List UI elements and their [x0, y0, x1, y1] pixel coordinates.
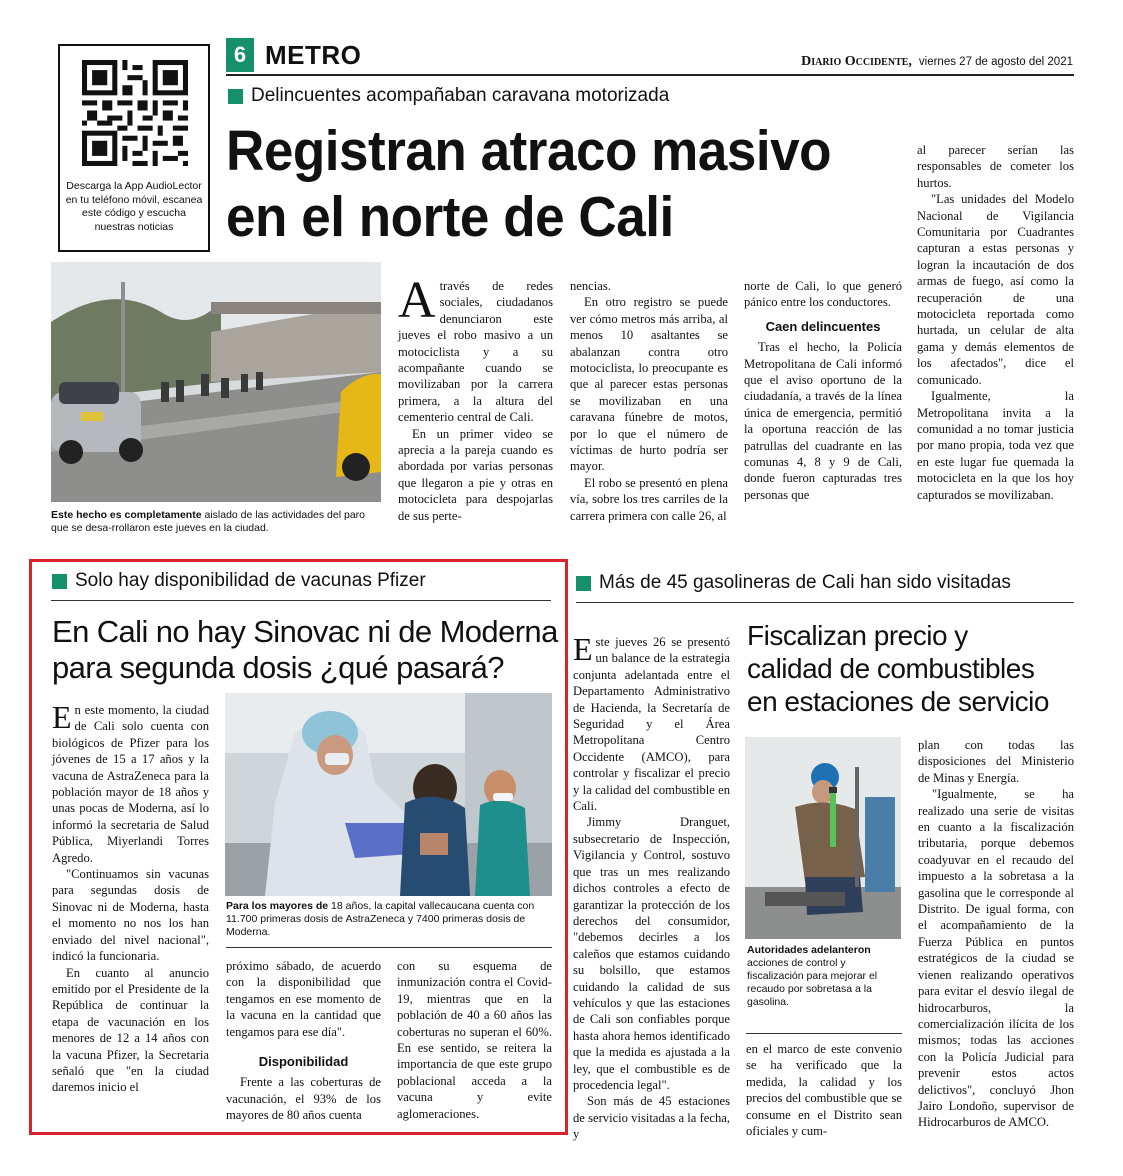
- article2-column-1: [52, 699, 209, 1096]
- article3-column-2: [746, 1041, 902, 1139]
- article3-headline-line3: en estaciones de servicio: [747, 686, 1049, 717]
- article2-photo-caption: [226, 900, 552, 939]
- article3-col1-p2: Jimmy Dranguet, subsecretario de Inspección, Vigilancia y Control, sostuvo que tras un mes realizando dichos controles a efecto de garantizar la protección de los derechos del consumidor, "debemos decirles a los caleños que estamos cuidando su bolsillo, que estamos cuidando la calidad de sus vehículos y que las estaciones de Cali son confiables porque hasta ahora hemos identificado que la medida es ajustada a la ley, que el combustible es de procedencia legal".: [573, 815, 730, 1092]
- article3-headline: [747, 619, 1049, 718]
- article2-headline-line1: En Cali no hay Sinovac ni de Moderna: [52, 614, 558, 649]
- article1-col4-p3: Igualmente, la Metropolitana invita a la comunidad a no tomar justicia por mano propia, toda vez que en este lugar fue quemada la motocicleta en la que los hoy capturados se movilizaban.: [917, 389, 1074, 502]
- article1-kicker-text: Delincuentes acompañaban caravana motorizada: [251, 85, 670, 106]
- article2-kicker: [52, 570, 426, 592]
- article1-kicker: [228, 85, 669, 107]
- street-scene-image: [51, 262, 381, 502]
- article2-subhead: Disponibilidad: [258, 1054, 349, 1070]
- article2-col2-p1: próximo sábado, de acuerdo con la disponibilidad que tengamos en ese momento de la vacuna en la cantidad que tengamos para ese día".: [226, 959, 381, 1039]
- article1-column-1: [398, 272, 553, 524]
- fuel-inspection-image: [745, 737, 901, 939]
- article1-col2-p2: En otro registro se puede ver cómo metros más arriba, al menos 10 asaltantes se abalanzan contra otro motociclista, lo preocupante es que al parecer estas personas se movilizaban en una caravana fúnebre de motos, por lo que el número de víctimas de hurto podría ser mayor.: [570, 295, 728, 474]
- article2-col2-p2: Frente a las coberturas de vacunación, el 93% de los mayores de 80 años cuenta: [226, 1075, 381, 1123]
- article2-kicker-text: Solo hay disponibilidad de vacunas Pfizer: [75, 570, 426, 591]
- article2-col1-p3: En cuanto al anuncio emitido por el Presidente de la República de continuar la etapa de vacunación en los menores de 12 a 14 años con la vacuna Pfizer, la Secretaria señaló que "en la ciudad daremos inicio el: [52, 965, 209, 1095]
- article2-col1-p2: "Continuamos sin vacunas para segundas dosis de Sinovac ni de Moderna, hasta el momento no nos los han enviado del nivel nacional", indicó la funcionaria.: [52, 867, 209, 964]
- article1-col4-p2: "Las unidades del Modelo Nacional de Vigilancia Comunitaria por Cuadrantes capturan a estas personas y logran la incautación de dos armas de fuego, así como la recuperación de una motocicleta reportada como hurtada, un celular de alta gama y demás elementos de los afectados", dice el comunicado.: [917, 192, 1074, 387]
- article2-caption-rule: [226, 947, 552, 948]
- article3-col1-p1: ste jueves 26 se presentó un balance de la estrategia conjunta adelantada entre el Departamento Administrativo de Hacienda, la Secretaría de Seguridad y el Área Metropolitana Centro Occidente (AMCO), para controlar y fiscalizar el precio y la calidad del combustible en Cali.: [573, 635, 730, 814]
- article3-caption-bold: Autoridades adelanteron: [747, 944, 871, 956]
- article3-col2-p1: en el marco de este convenio se ha verificado que la medida, la calidad y los precios del combustible que se consume en el Distrito sean oficiales y cum-: [746, 1042, 902, 1139]
- section-title: METRO: [265, 40, 362, 70]
- article1-col2-p3: El robo se presentó en plena vía, sobre los tres carriles de la carrera primera con calle 26, al: [570, 475, 728, 523]
- issue-date: viernes 27 de agosto del 2021: [918, 56, 1073, 68]
- qr-code-icon[interactable]: [82, 60, 188, 166]
- vaccination-image: [225, 693, 552, 896]
- article2-kicker-rule: [51, 600, 551, 601]
- article3-kicker-rule: [576, 602, 1074, 603]
- page-number: 6: [226, 38, 254, 72]
- article2-dropcap: E: [52, 699, 72, 735]
- article1-column-4: [917, 142, 1074, 503]
- qr-box: [58, 44, 210, 252]
- article1-subhead: Caen delincuentes: [765, 318, 881, 334]
- article3-photo-caption: [747, 944, 900, 1009]
- article2-caption-bold: Para los mayores de: [226, 900, 329, 912]
- article3-col3-p1: plan con todas las disposiciones del Ministerio de Minas y Energía.: [918, 738, 1074, 785]
- article1-headline-line1: Registran atraco masivo: [226, 119, 832, 183]
- article3-headline-line1: Fiscalizan precio y: [747, 620, 968, 651]
- article1-col3-p1: norte de Cali, lo que generó pánico entre los conductores.: [744, 279, 902, 310]
- article3-col3-p2: "Igualmente, se ha realizado una serie de visitas en cuanto a la fiscalización tributaria, porque debemos coadyuvar en el recaudo del impuesto a la sobretasa a la gasolina que le corresponde al Distrito. De igual forma, con el acompañamiento de la Fuerza Pública en puntos estratégicos de la ciudad se vienen realizando operativos para evitar el desvío ilegal de hidrocarburos, la comercialización ilícita de los mismos; todas las acciones con la Policía Judicial para prevenir estos actos delictivos", concluyó Jhon Jairo Londoño, supervisor de Hidrocarburos de AMCO.: [918, 787, 1074, 1130]
- header-rule: [226, 74, 1074, 76]
- article2-caption-rest: 18 años, la capital vallecaucana cuenta con 11.700 primeras dosis de AstraZeneca y 7400 primeras dosis de Moderna.: [226, 900, 535, 938]
- article1-dropcap: A: [398, 272, 436, 329]
- kicker-square-icon: [52, 574, 67, 589]
- article2-headline: [52, 614, 558, 686]
- article1-headline-line2: en el norte de Cali: [226, 185, 674, 249]
- qr-caption: Descarga la App AudioLector en tu teléfono móvil, escanea este código y escucha nuestras noticias: [65, 180, 203, 233]
- kicker-square-icon: [228, 89, 243, 104]
- masthead: [800, 52, 1073, 70]
- article2-headline-line2: para segunda dosis ¿qué pasará?: [52, 650, 504, 685]
- article1-caption-bold: Este hecho es completamente: [51, 509, 202, 521]
- article3-headline-line2: calidad de combustibles: [747, 653, 1035, 684]
- article1-column-3: [744, 278, 902, 503]
- article1-photo-caption: [51, 509, 381, 535]
- article3-caption-rest: acciones de control y fiscalización para mejorar el recaudo por sobretasa a la gasolina.: [747, 957, 878, 1008]
- article3-caption-rule: [746, 1033, 902, 1034]
- article1-col3-p2: Tras el hecho, la Policía Metropolitana de Cali informó que el aviso oportuno de la ciudadanía, a través de la línea única de emergencia, permitió la oportuna reacción de las patrullas del cuadrante en las comunas 4, 8 y 9 de Cali, donde fueron capturadas tres personas que: [744, 340, 902, 502]
- article2-column-2: [226, 958, 381, 1124]
- kicker-square-icon: [576, 576, 591, 591]
- article1-column-2: [570, 278, 728, 524]
- article1-photo: [51, 262, 381, 502]
- article3-photo: [745, 737, 901, 939]
- article3-column-3: [918, 737, 1074, 1131]
- article2-column-3: [397, 958, 552, 1122]
- article1-col1-p2: En un primer video se aprecia a la pareja cuando es abordada por varias personas que llegaron a pie y otras en motocicleta para despojarlas de sus perte-: [398, 426, 553, 523]
- article1-col2-p1: nencias.: [570, 279, 611, 293]
- article3-column-1: [573, 631, 730, 1143]
- article3-col1-p3: Son más de 45 estaciones de servicio visitadas a la fecha, y: [573, 1094, 730, 1142]
- article1-col1-p1: través de redes sociales, ciudadanos denunciaron este jueves el robo masivo a un motociclista y a su acompañante cuando se movilizaban por la carrera primera, a la altura del cementerio central de Cali.: [398, 279, 553, 425]
- article2-photo: [225, 693, 552, 896]
- article3-kicker: [576, 572, 1011, 594]
- paper-name: Diario Occidente,: [801, 54, 912, 69]
- article1-col4-p1: al parecer serían las responsables de cometer los hurtos.: [917, 143, 1074, 190]
- article1-caption-rest: aislado de las actividades del paro que se desa-rrollaron este jueves en la ciudad.: [51, 509, 365, 534]
- article3-kicker-text: Más de 45 gasolineras de Cali han sido visitadas: [599, 572, 1011, 593]
- article2-col1-p1: n este momento, la ciudad de Cali solo cuenta con biológicos de Pfizer para los jóvenes de 15 a 17 años y la vacuna de AstraZeneca para la población mayor de 18 años y unas pocas de Moderna, así lo informó la secretaria de Salud Pública, Miyerlandi Torres Agredo.: [52, 703, 209, 865]
- article3-dropcap: E: [573, 631, 593, 667]
- article2-col3-p1: con su esquema de inmunización contra el Covid-19, mientras que en la población de 40 a 60 años las coberturas no superan el 60%. En ese sentido, se reitera la importancia de que este grupo poblacional acceda a la vacuna y evite aglomeraciones.: [397, 959, 552, 1121]
- article1-headline: [226, 118, 831, 250]
